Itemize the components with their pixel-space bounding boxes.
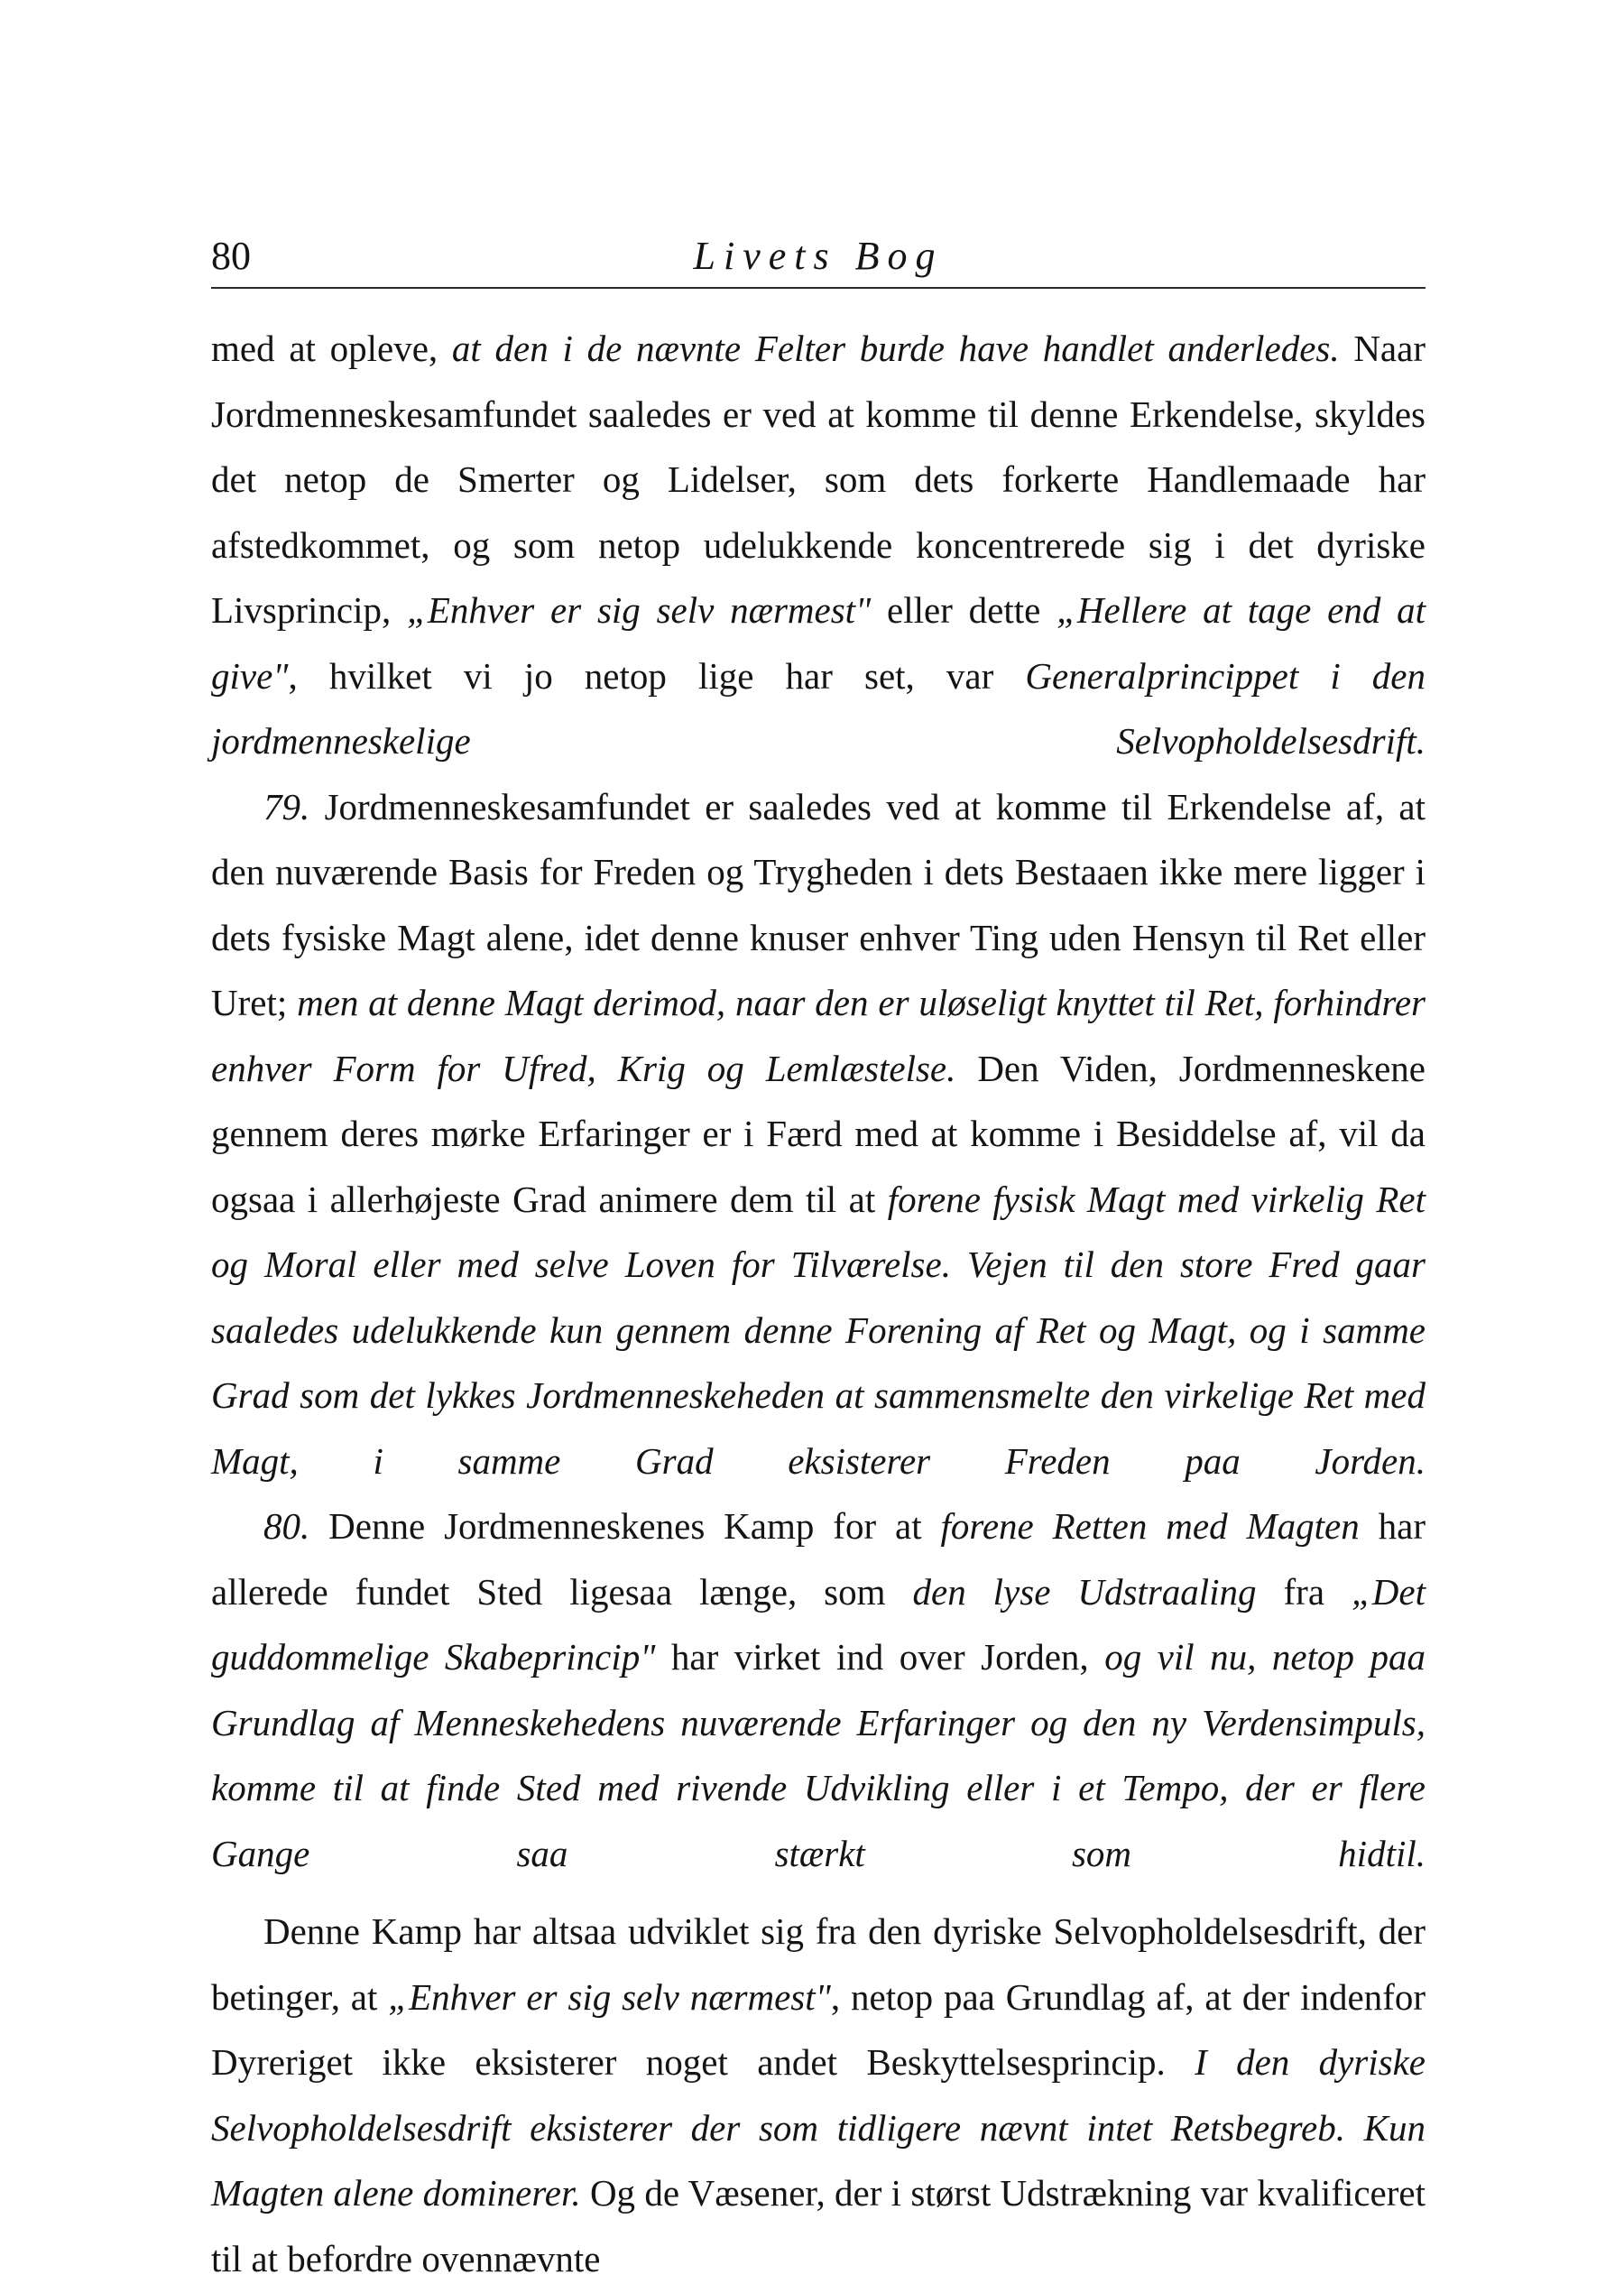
- italic-text-run: 79.: [263, 785, 310, 828]
- paragraph: [211, 316, 1426, 774]
- paragraph: [211, 1899, 1426, 2291]
- italic-text-run: at den i de nævnte Felter burde have handlet anderledes.: [451, 328, 1340, 369]
- text-run: fra: [1256, 1570, 1352, 1613]
- paragraph-80: [211, 1493, 1426, 1886]
- italic-text-run: „Enhver er sig selv nærmest": [388, 1975, 831, 2018]
- body-text: [211, 316, 1426, 2291]
- italic-text-run: men at denne Magt derimod, naar den er uløseligt knyttet til Ret, forhindrer enhver Form for Ufred, Krig og Lemlæstelse.: [211, 982, 1426, 1089]
- text-run: Denne Jordmenneskenes Kamp for at: [309, 1505, 941, 1547]
- text-run: Naar Jordmenneskesamfundet saaledes er ved at komme til denne Erkendelse, skyldes det netop de Smerter og Lidelser, som dets forkerte Handlemaade har afstedkommet, og som netop udelukkende koncentrerede sig i det dyriske Livsprincip,: [211, 328, 1426, 631]
- text-run: Jordmenneskesamfundet er saaledes ved at komme til Erkendelse af, at den nuværende Basis for Freden og Trygheden i dets Bestaaen ikke mere ligger i dets fysiske Magt alene, idet denne knuser enhver Ting uden Hensyn til Ret eller Uret;: [211, 785, 1426, 1023]
- text-run: eller dette: [871, 589, 1057, 631]
- text-run: , hvilket vi jo netop lige har set, var: [288, 654, 1026, 697]
- italic-text-run: „Enhver er sig selv nærmest": [407, 589, 872, 631]
- page-header: [211, 231, 1426, 289]
- italic-text-run: den lyse Udstraaling: [912, 1570, 1257, 1613]
- text-run: Og de Væsener, der i størst Udstrækning var kvalificeret til at befordre ovennævnte: [211, 2172, 1426, 2279]
- italic-text-run: og vil nu, netop paa Grundlag af Menneskehedens nuværende Erfaringer og den ny Verdensimpuls, komme til at finde Sted med rivende Udvikling eller i et Tempo, der er flere Gange saa stærkt som hidtil.: [211, 1636, 1426, 1874]
- italic-text-run: 80.: [263, 1505, 310, 1547]
- text-run: , netop paa Grundlag af, at der indenfor Dyreriget ikke eksisterer noget andet Beskyttelsesprincip.: [211, 1975, 1426, 2083]
- page-number: 80: [211, 234, 251, 278]
- italic-text-run: I den dyriske Selvopholdelsesdrift eksisterer der som tidligere nævnt intet Retsbegreb. Kun Magten alene dominerer.: [211, 2041, 1426, 2214]
- italic-text-run: „Det guddommelige Skabeprincip": [211, 1570, 1426, 1678]
- paragraph-79: [211, 774, 1426, 1494]
- running-title: Livets Bog: [693, 234, 944, 278]
- italic-text-run: forene fysisk Magt med virkelig Ret og Moral eller med selve Loven for Tilværelse. Vejen til den store Fred gaar saaledes udelukkende kun gennem denne Forening af Ret og Magt, og i samme Grad som det lykkes Jordmenneskeheden at sammensmelte den virkelige Ret med Magt, i samme Grad eksisterer Freden paa Jorden.: [211, 1178, 1426, 1482]
- italic-text-run: forene Retten med Magten: [940, 1505, 1360, 1547]
- text-run: Den Viden, Jordmenneskene gennem deres mørke Erfaringer er i Færd med at komme i Besiddelse af, vil da ogsaa i allerhøjeste Grad animere dem til at: [211, 1047, 1426, 1220]
- text-run: har virket ind over Jorden,: [655, 1636, 1105, 1678]
- text-run: Denne Kamp har altsaa udviklet sig fra den dyriske Selvopholdelsesdrift, der betinger, at: [211, 1910, 1426, 2018]
- italic-text-run: Generalprincippet i den jordmenneskelige Selvopholdelsesdrift.: [211, 654, 1426, 762]
- italic-text-run: „Hellere at tage end at give": [211, 589, 1426, 697]
- text-run: med at opleve,: [211, 328, 452, 369]
- text-run: har allerede fundet Sted ligesaa længe, som: [211, 1505, 1426, 1613]
